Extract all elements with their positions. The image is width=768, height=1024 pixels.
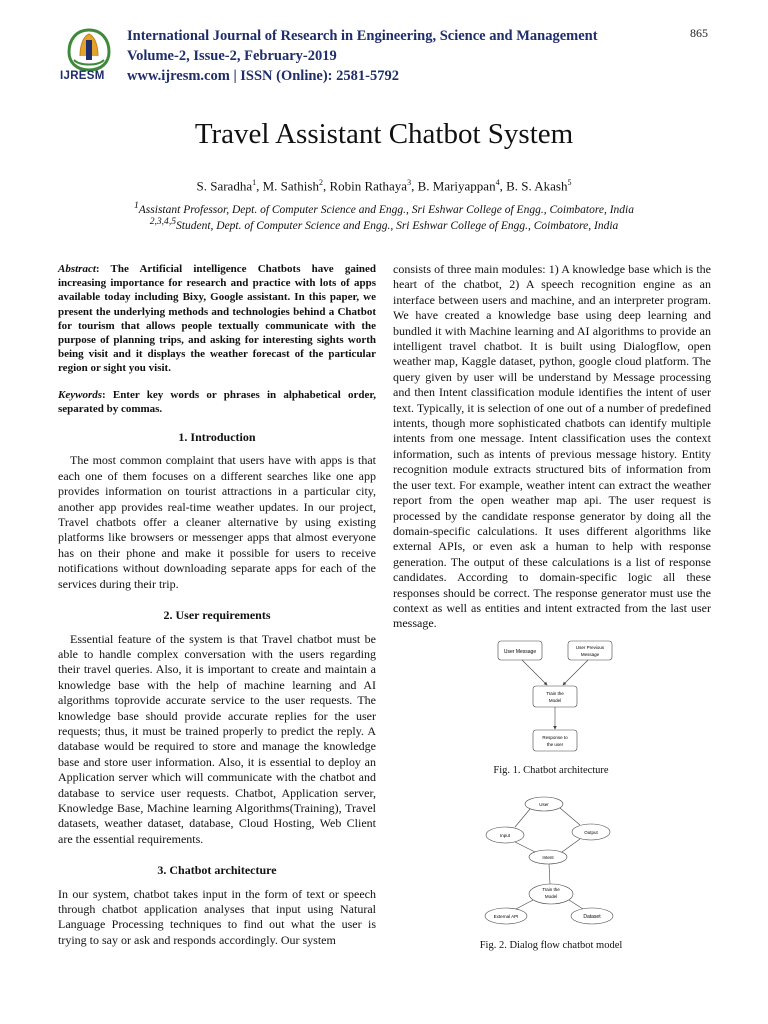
author-separator: , [499,178,507,194]
author-affiliation-sup: 2 [318,178,323,187]
author-list [0,178,768,194]
journal-logo [62,26,116,84]
section-heading-introduction: 1. Introduction [178,430,256,445]
journal-website-issn: www.ijresm.com | ISSN (Online): 2581-5792 [127,68,399,84]
fig1-response-label-2: the user [546,742,564,747]
fig2-dataset-label: Dataset [583,914,601,920]
fig1-train-label-1: Train the [546,691,564,696]
author-name: S. Saradha [196,178,253,194]
affiliation-2-sup: 2,3,4,5 [149,216,177,227]
fig2-output-label: Output [584,830,598,835]
fig1-train-label-2: Model [548,698,562,703]
journal-volume: Volume-2, Issue-2, February-2019 [127,48,337,64]
journal-name: International Journal of Research in Engineering, Science and Management [127,28,598,44]
section-heading-chatbot-architecture: 3. Chatbot architecture [157,863,277,878]
abstract-text: : The Artificial intelligence Chatbots have gained increasing importance for research and practice with lots of apps available today including Bixy, Google assistant. In this paper, we present the underlying methods and technologies behind a Chatbot for tourism that allows people textually communicate with the purpose of planning trips, and asking for interesting sights worth being visit and it displays the weather forecast of the particular region or sight you visit. [58,263,376,375]
fig2-edge-intent-train [549,864,550,884]
author-name: B. S. Akash [506,178,568,194]
author-separator: , [322,178,330,194]
figure-1-diagram [490,638,640,758]
fig2-edge-train-api [516,900,533,909]
section-heading-user-requirements: 2. User requirements [163,608,271,623]
keywords [58,388,376,416]
author-name: B. Mariyappan [417,178,496,194]
fig2-train-label-2: Model [544,894,558,899]
author-affiliation-sup: 4 [495,178,500,187]
fig1-user-message-label: User Message [503,649,537,655]
chatbot-architecture-continued-text: consists of three main modules: 1) A knowledge base which is the heart of the chatbot, 2) A speech recognition engine as an interface between users and machine, and an interpreter program. We have created a knowledge base using deep learning and bundled it with Machine learning and AI algorithms to provide an intelligent travel chatbot. It is built using Dialogflow, open weather map, Kaggle dataset, python, google cloud platform. The query given by user will be understand by Message processing and then Intent classification module identifies the intent of user text. Typically, it is selection of one out of a number of predefined intents, though more sophisticated chatbots can identify multiple intents from one message. Intent classification uses the context information, such as intents of previous message history. Entity recognition module extracts structured bits of information from the user text. For example, weather intent can extract the weather report from the open weather map api. The user request is processed by the candidate response generator by doing all the domain-specific calculations. It uses different algorithms like external APIs, or even ask a human to help with response generation. The output of these calculations is a list of response candidates. According to domain-specific logic all these responses should be correct. The response generator must use the context as well as entities and intent extracted from the last user message. [393,262,711,631]
journal-header [62,22,722,92]
figure-2-diagram [480,796,640,928]
fig2-edge-input-intent [515,842,535,852]
fig1-train-model-box [533,686,577,707]
abstract [58,262,376,376]
journal-info [127,26,598,86]
fig2-input-label: Input [499,833,511,838]
fig2-edge-user-output [560,808,580,825]
author-affiliation-sup: 5 [567,178,572,187]
fig1-arrow-message-to-train [522,660,547,685]
abstract-label: Abstract [58,263,96,275]
keywords-label: Keywords [58,388,102,401]
fig1-user-previous-label-2: Message [580,652,600,657]
user-requirements-text: Essential feature of the system is that Travel chatbot must be able to handle complex conversation with the users regarding their travel queries. Also, it is important to create and maintain a knowledge base with the help of machine learning and AI algorithms toprovide accurate service to the user requests. The knowledge base should provide accurate replies for the user requests; thus, it must be trained properly to predict the reply. A database would be required to store and manage the knowledge base and store user information. Also, it is essential to deploy an Application server which will communicate with the chatbot and database to service user requests. Chatbot, Application server, Knowledge Base, Machine learning Algorithms(Training), Travel datasets, weather dataset, database, Cloud Hosting, Web Client are the essential requirements. [58,631,376,846]
author-name: M. Sathish [262,178,319,194]
logo-text: IJRESM [60,70,105,82]
fig2-edge-train-dataset [569,900,583,909]
fig2-user-label: User [539,802,549,807]
fig2-edge-output-intent [562,839,580,852]
figure-2-caption: Fig. 2. Dialog flow chatbot model [479,940,623,951]
introduction-text: The most common complaint that users have with apps is that each one of them focuses on a different searches like one app provides information on tourist attractions in a particular city, another app provides real-time weather updates. In our project, Travel chatbots offer a cleaner alternative by using existing platforms like browsers or messenger apps that almost everyone has on their phone and make it possible for users to receive notifications without downloading separate apps for each of the services during their trip. [58,453,376,591]
fig2-intent-label: Intent [542,855,554,860]
affiliation-1-text: Assistant Professor, Dept. of Computer Science and Engg., Sri Eshwar College of Engg., Coimbatore, India [138,203,634,216]
affiliation-2 [0,216,768,232]
chatbot-architecture-text: In our system, chatbot takes input in the form of text or speech through chatbot application analyses that input using Natural Language Processing techniques to find out what the user is trying to say or ask and responds accordingly. Our system [58,886,376,947]
fig1-response-box [533,730,577,751]
affiliation-1 [0,200,768,216]
paper-title: Travel Assistant Chatbot System [194,118,574,150]
fig2-train-label-1: Train the [542,887,560,892]
fig2-external-api-label: External API [493,914,519,919]
keywords-text: : Enter key words or phrases in alphabetical order, separated by commas. [58,388,376,415]
fig1-user-previous-label-1: User Previous [575,645,605,650]
fig2-edge-user-input [515,809,530,827]
author-affiliation-sup: 1 [252,178,257,187]
fig1-user-previous-box [568,641,612,660]
affiliation-1-sup: 1 [133,200,139,211]
left-column [58,262,376,948]
author-separator: , [256,178,263,194]
author-affiliation-sup: 3 [407,178,412,187]
page-number: 865 [690,26,708,40]
author-name: Robin Rathaya [329,178,408,194]
right-column [393,262,711,632]
author-separator: , [411,178,418,194]
fig1-arrow-previous-to-train [563,660,588,685]
figure-1-caption: Fig. 1. Chatbot architecture [493,765,609,776]
fig1-response-label-1: Response to [542,735,568,740]
affiliation-2-text: Student, Dept. of Computer Science and Engg., Sri Eshwar College of Engg., Coimbatore, India [176,219,619,232]
